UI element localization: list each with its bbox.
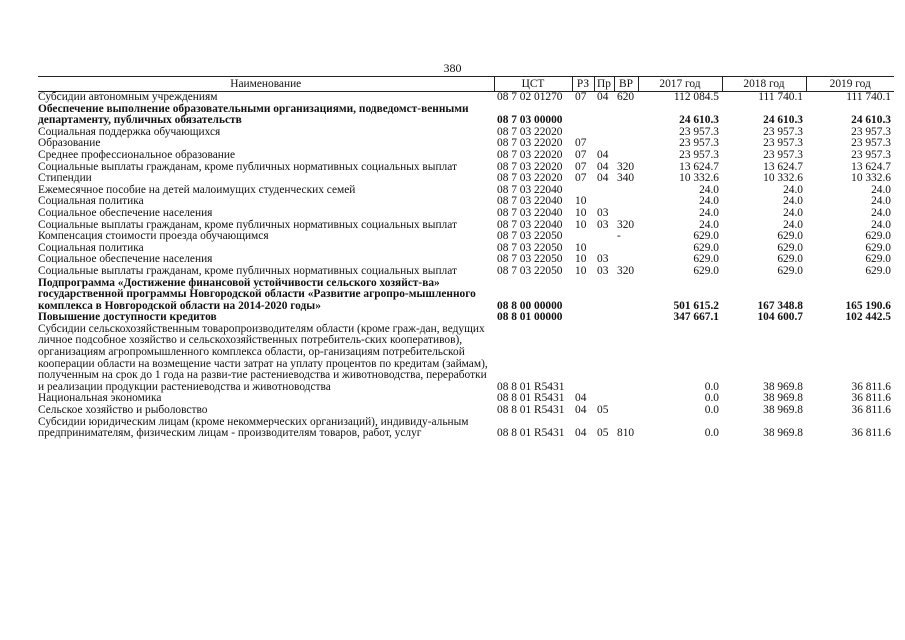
cell-rz: 04 [575, 392, 587, 405]
table-row [38, 104, 894, 127]
cell-vr [614, 393, 638, 405]
cell-rz: 10 [575, 253, 587, 266]
cell-y2019: 24.0 [871, 183, 891, 196]
cell-y2018: 24.0 [783, 183, 803, 196]
cell-y2019: 24 610.3 [851, 114, 891, 127]
cell-y2018: 104 600.7 [757, 311, 803, 324]
cell-y2018: 111 740.1 [758, 91, 803, 103]
cell-name: Социальное обеспечение населения [38, 206, 213, 219]
cell-rz [572, 324, 594, 394]
cell-cst: 08 8 01 R5431 [497, 404, 565, 417]
cell-vr [614, 196, 638, 208]
cell-vr [614, 208, 638, 220]
cell-y2018: 23 957.3 [763, 137, 803, 150]
cell-name: Субсидии сельскохозяйственным товаропроизводителям области (кроме граж-дан, ведущих личное подсобное хозяйство и сельскохозяйственных потребитель-ских кооперативов), организациям агропромышленного комплекса области, ор-ганизациям потребительской кооперации области на возмещение части затрат на уплату процентов по кредитам (займам), полученным на срок до 1 года на разви-тие растениеводства и животноводства, переработки и реализации продукции растениеводства и животноводства [38, 322, 488, 393]
cell-cst: 08 7 03 22020 [497, 160, 563, 173]
cell-cst: 08 8 01 00000 [497, 311, 563, 324]
cell-vr [614, 324, 638, 394]
cell-y2018: 629.0 [777, 241, 803, 254]
cell-y2018: 38 969.8 [763, 427, 803, 440]
cell-y2017: 0.0 [704, 380, 719, 393]
header-vr: ВР [614, 77, 638, 92]
cell-name: Обеспечение выполнение образовательными организациями, подведомст-венными департаменту, публичных обязательств [38, 102, 469, 127]
cell-name: Субсидии юридическим лицам (кроме некоммерческих организаций), индивиду-альным предпринимателям, физическим лицам - производителям товаров, работ, услуг [38, 415, 469, 440]
table-row [38, 324, 894, 394]
cell-vr: 320 [617, 218, 635, 231]
table-row [38, 278, 894, 313]
cell-y2018: 24.0 [783, 218, 803, 231]
cell-rz: 10 [575, 264, 587, 277]
cell-cst: 08 7 03 22040 [497, 206, 563, 219]
cell-y2019: 24.0 [871, 195, 891, 208]
cell-name: Стипендии [38, 172, 92, 185]
table-row [38, 231, 894, 243]
cell-pr [594, 312, 614, 324]
cell-cst: 08 7 03 22050 [497, 264, 563, 277]
cell-vr [614, 138, 638, 150]
cell-vr: 320 [617, 264, 635, 277]
cell-y2017: 13 624.7 [679, 160, 719, 173]
cell-name: Социальные выплаты гражданам, кроме публичных нормативных социальных выплат [38, 218, 457, 231]
cell-rz: 10 [575, 195, 587, 208]
cell-y2017: 23 957.3 [679, 148, 719, 161]
cell-y2018: 10 332.6 [763, 172, 803, 185]
cell-y2017: 24.0 [699, 195, 719, 208]
cell-y2019: 24.0 [871, 206, 891, 219]
cell-pr [594, 324, 614, 394]
cell-y2017: 10 332.6 [679, 172, 719, 185]
table-body [38, 92, 894, 440]
cell-pr: 03 [597, 264, 609, 277]
cell-y2017: 347 667.1 [673, 311, 719, 324]
cell-cst: 08 7 02 01270 [497, 91, 563, 103]
cell-y2019: 629.0 [865, 230, 891, 243]
cell-y2017: 24.0 [699, 218, 719, 231]
cell-y2018: 38 969.8 [763, 392, 803, 405]
cell-pr: 03 [597, 218, 609, 231]
budget-table [38, 76, 894, 440]
cell-y2018: 23 957.3 [763, 148, 803, 161]
cell-y2019: 13 624.7 [851, 160, 891, 173]
cell-y2017: 24 610.3 [679, 114, 719, 127]
cell-y2019: 36 811.6 [851, 404, 891, 417]
cell-pr: 05 [597, 427, 609, 440]
cell-y2019: 10 332.6 [851, 172, 891, 185]
cell-cst: 08 7 03 22050 [497, 241, 563, 254]
cell-vr: 810 [617, 427, 635, 440]
table-header-row [38, 77, 894, 92]
cell-cst: 08 8 01 R5431 [497, 427, 565, 440]
cell-y2019: 24.0 [871, 218, 891, 231]
cell-vr: 620 [617, 91, 635, 103]
cell-pr: 04 [597, 172, 609, 185]
cell-y2019: 629.0 [865, 241, 891, 254]
cell-y2019: 23 957.3 [851, 137, 891, 150]
cell-vr [614, 243, 638, 255]
cell-pr [594, 185, 614, 197]
cell-y2017: 24.0 [699, 206, 719, 219]
cell-y2017: 629.0 [693, 253, 719, 266]
table-row [38, 266, 894, 278]
cell-cst: 08 8 01 R5431 [497, 392, 565, 405]
cell-y2018: 629.0 [777, 253, 803, 266]
cell-y2018: 23 957.3 [763, 125, 803, 138]
cell-y2017: 23 957.3 [679, 137, 719, 150]
cell-y2018: 13 624.7 [763, 160, 803, 173]
cell-name: Социальная поддержка обучающихся [38, 125, 221, 138]
cell-vr: - [617, 230, 621, 243]
cell-rz: 04 [575, 427, 587, 440]
table-row [38, 417, 894, 440]
cell-y2017: 112 084.5 [673, 91, 719, 103]
table-row [38, 92, 894, 104]
cell-name: Подпрограмма «Достижение финансовой устойчивости сельского хозяйст-ва» государственной программы Новгородской области «Развитие агропро-мышленного комплекса в Новгородской области на 2014-2020 годы» [38, 276, 476, 312]
cell-cst: 08 7 03 22040 [497, 195, 563, 208]
cell-name: Образование [38, 137, 101, 150]
cell-y2019: 111 740.1 [846, 91, 891, 103]
cell-cst: 08 7 03 22020 [497, 125, 563, 138]
header-2019: 2019 год [806, 77, 894, 92]
cell-y2017: 23 957.3 [679, 125, 719, 138]
cell-y2017: 0.0 [704, 392, 719, 405]
cell-name: Среднее профессиональное образование [38, 148, 236, 161]
cell-pr [594, 127, 614, 139]
cell-y2019: 36 811.6 [851, 392, 891, 405]
cell-rz: 07 [575, 137, 587, 150]
cell-y2019: 23 957.3 [851, 148, 891, 161]
cell-cst: 08 7 03 22020 [497, 148, 563, 161]
cell-pr: 04 [597, 148, 609, 161]
cell-y2019: 23 957.3 [851, 125, 891, 138]
cell-vr [614, 185, 638, 197]
cell-rz [572, 312, 594, 324]
header-name: Наименование [38, 77, 494, 92]
cell-y2018: 629.0 [777, 264, 803, 277]
cell-rz: 07 [575, 148, 587, 161]
cell-y2017: 629.0 [693, 241, 719, 254]
cell-y2019: 36 811.6 [851, 380, 891, 393]
cell-y2018: 629.0 [777, 230, 803, 243]
header-2017: 2017 год [638, 77, 722, 92]
cell-y2017: 0.0 [704, 404, 719, 417]
cell-vr: 320 [617, 160, 635, 173]
cell-name: Социальные выплаты гражданам, кроме публичных нормативных социальных выплат [38, 160, 457, 173]
header-pr: Пр [594, 77, 614, 92]
cell-cst: 08 7 03 22050 [497, 253, 563, 266]
cell-y2017: 629.0 [693, 230, 719, 243]
cell-pr: 03 [597, 253, 609, 266]
header-cst: ЦСТ [494, 77, 572, 92]
cell-name: Социальная политика [38, 241, 144, 254]
table-row [38, 150, 894, 162]
cell-cst: 08 7 03 22020 [497, 137, 563, 150]
cell-y2019: 165 190.6 [845, 299, 891, 312]
cell-cst: 08 8 00 00000 [497, 299, 563, 312]
cell-vr [614, 127, 638, 139]
table-row [38, 405, 894, 417]
cell-pr [594, 104, 614, 127]
cell-y2018: 38 969.8 [763, 404, 803, 417]
cell-cst: 08 7 03 22040 [497, 183, 563, 196]
cell-y2018: 24 610.3 [763, 114, 803, 127]
cell-name: Повышение доступности кредитов [38, 311, 217, 324]
cell-name: Сельское хозяйство и рыболовство [38, 404, 208, 417]
cell-name: Ежемесячное пособие на детей малоимущих студенческих семей [38, 183, 356, 196]
table-row [38, 185, 894, 197]
cell-y2019: 629.0 [865, 264, 891, 277]
cell-rz: 07 [575, 91, 587, 103]
cell-y2018: 167 348.8 [757, 299, 803, 312]
cell-rz: 10 [575, 241, 587, 254]
cell-cst: 08 7 03 22050 [497, 230, 563, 243]
header-rz: РЗ [572, 77, 594, 92]
cell-vr: 340 [617, 172, 635, 185]
cell-vr [614, 104, 638, 127]
cell-y2017: 24.0 [699, 183, 719, 196]
cell-cst: 08 7 03 00000 [497, 114, 563, 127]
cell-name: Социальное обеспечение населения [38, 253, 213, 266]
cell-rz: 04 [575, 404, 587, 417]
cell-y2018: 24.0 [783, 195, 803, 208]
cell-rz: 10 [575, 206, 587, 219]
cell-name: Национальная экономика [38, 392, 162, 405]
cell-y2017: 0.0 [704, 427, 719, 440]
cell-pr [594, 278, 614, 313]
cell-rz [572, 278, 594, 313]
cell-name: Субсидии автономным учреждениям [38, 91, 218, 103]
cell-y2017: 501 615.2 [673, 299, 719, 312]
cell-vr [614, 312, 638, 324]
cell-rz [572, 104, 594, 127]
cell-cst: 08 7 03 22040 [497, 218, 563, 231]
cell-y2018: 24.0 [783, 206, 803, 219]
header-2018: 2018 год [722, 77, 806, 92]
table-row [38, 208, 894, 220]
cell-name: Социальная политика [38, 195, 144, 208]
cell-y2017: 629.0 [693, 264, 719, 277]
cell-pr: 05 [597, 404, 609, 417]
cell-name: Социальные выплаты гражданам, кроме публичных нормативных социальных выплат [38, 264, 457, 277]
cell-vr [614, 150, 638, 162]
cell-y2019: 629.0 [865, 253, 891, 266]
cell-cst: 08 8 01 R5431 [497, 380, 565, 393]
cell-rz [572, 231, 594, 243]
cell-y2018: 38 969.8 [763, 380, 803, 393]
table-row [38, 173, 894, 185]
cell-vr [614, 278, 638, 313]
cell-rz: 10 [575, 218, 587, 231]
cell-name: Компенсация стоимости проезда обучающимся [38, 230, 269, 243]
cell-vr [614, 405, 638, 417]
page-number: 380 [443, 61, 462, 75]
cell-cst: 08 7 03 22020 [497, 172, 563, 185]
cell-y2019: 102 442.5 [845, 311, 891, 324]
cell-pr: 04 [597, 91, 609, 103]
cell-rz: 07 [575, 160, 587, 173]
cell-rz: 07 [575, 172, 587, 185]
cell-pr [594, 231, 614, 243]
cell-pr: 04 [597, 160, 609, 173]
cell-y2019: 36 811.6 [851, 427, 891, 440]
cell-pr: 03 [597, 206, 609, 219]
